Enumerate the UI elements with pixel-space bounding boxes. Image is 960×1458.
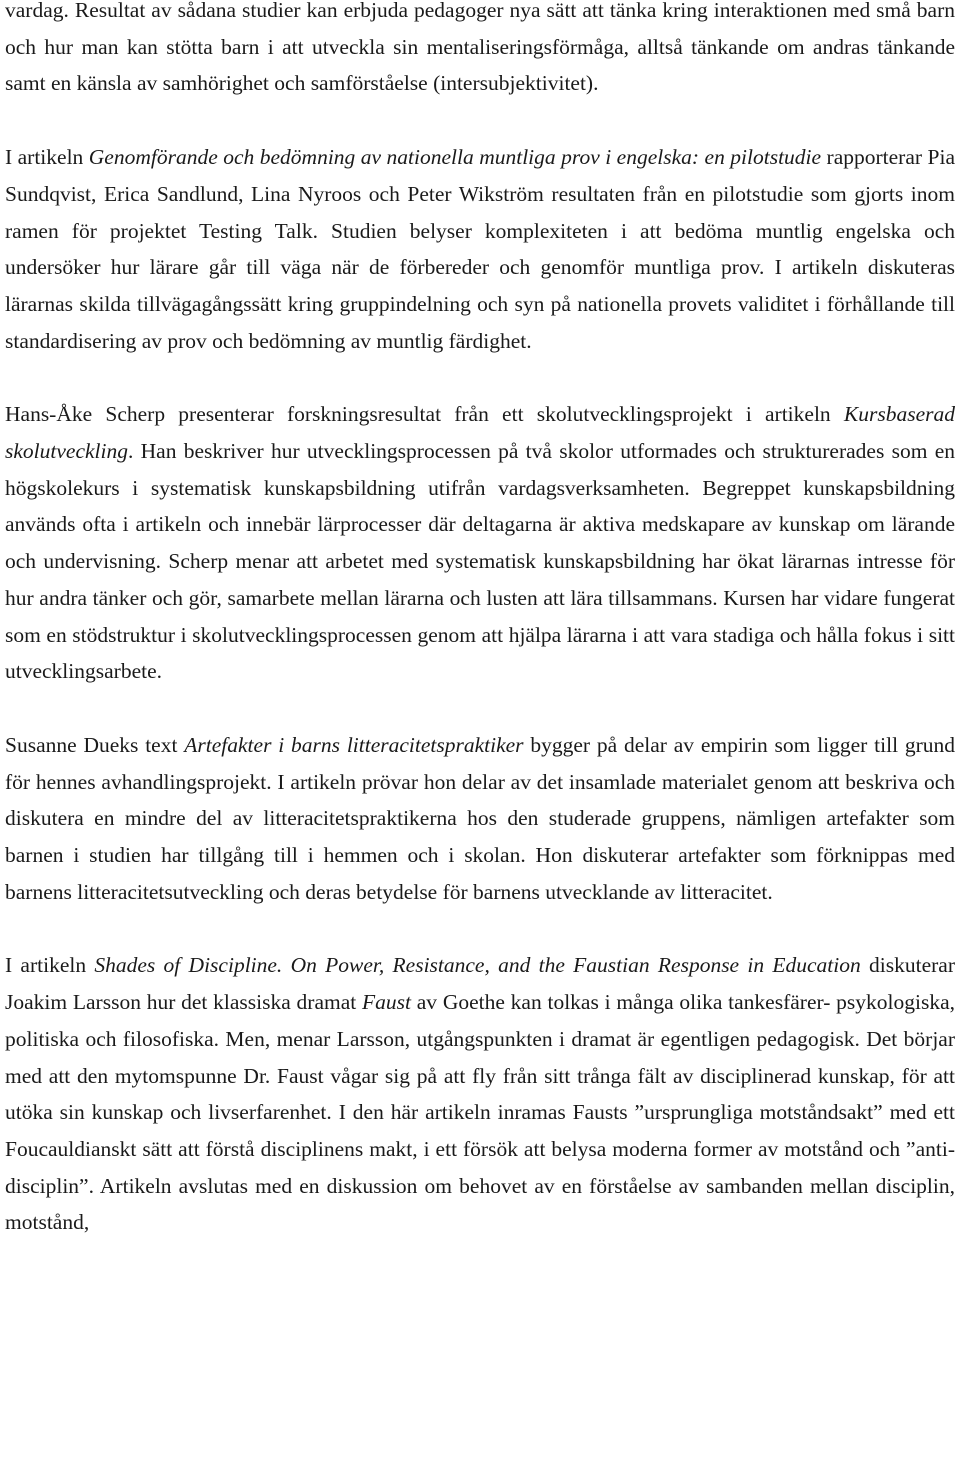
- paragraph-2-text-b: rapporterar Pia Sundqvist, Erica Sandlund, Lina Nyroos och Peter Wikström resultaten från en pilotstudie som gjorts inom ramen för projektet Testing Talk. Studien belyser komplexiteten i att bedöma muntlig engelska och undersöker hur lärare går till väga när de förbereder och genomför muntliga prov. I artikeln diskuteras lärarnas skilda tillvägagångssätt kring gruppindelning och syn på nationella provets validitet i förhållande till standardisering av prov och bedömning av muntlig färdighet.: [5, 145, 955, 353]
- work-title-faust: Faust: [362, 990, 411, 1015]
- article-title-shades-of-discipline: Shades of Discipline. On Power, Resistance, and the Faustian Response in Education: [94, 953, 861, 978]
- paragraph-5-text-c: av Goethe kan tolkas i många olika tankesfärer- psykologiska, politiska och filosofiska. Men, menar Larsson, utgångspunkten i dramat är egentligen pedagogisk. Det börjar med att den mytomspunne Dr. Faust vågar sig på att fly från sitt trånga fält av disciplinerad kunskap, för att utöka sin kunskap och livserfarenhet. I den här artikeln inramas Fausts ”ursprungliga motståndsakt” med ett Foucauldianskt sätt att förstå disciplinens makt, i ett försök att belysa moderna former av motstånd och ”anti-disciplin”. Artikeln avslutas med en diskussion om behovet av en förståelse av sambanden mellan disciplin, motstånd,: [5, 990, 955, 1235]
- paragraph-3-text-b: . Han beskriver hur utvecklingsprocessen på två skolor utformades och strukturerades som en högskolekurs i systematisk kunskapsbildning utifrån vardagsverksamheten. Begreppet kunskapsbildning används ofta i artikeln och innebär lärprocesser där deltagarna är aktiva medskapare av kunskap om lärande och undervisning. Scherp menar att arbetet med systematisk kunskapsbildning har ökat lärarnas intresse för hur andra tänker och gör, samarbete mellan lärarna och lusten att lära tillsammans. Kursen har vidare fungerat som en stödstruktur i skolutvecklingsprocessen genom att hjälpa lärarna i att vara stadiga och hålla fokus i sitt utvecklingsarbete.: [5, 439, 955, 684]
- paragraph-1-text: vardag. Resultat av sådana studier kan erbjuda pedagoger nya sätt att tänka kring interaktionen med små barn och hur man kan stötta barn i att utveckla sin mentaliseringsförmåga, alltså tänkande om andras tänkande samt en känsla av samhörighet och samförståelse (intersubjektivitet).: [5, 0, 955, 96]
- paragraph-5-text-b: diskuterar Joakim Larsson hur det klassiska dramat: [5, 953, 955, 1015]
- paragraph-4-text-a: Susanne Dueks text: [5, 732, 185, 757]
- paragraph-2: [5, 139, 955, 359]
- paragraph-4-text-b: bygger på delar av empirin som ligger till grund för hennes avhandlingsprojekt. I artikeln prövar hon delar av det insamlade materialet genom att beskriva och diskutera en mindre del av litteracitetspraktikerna hos den studerade gruppens, nämligen artefakter som barnen i studien har tillgång till i hemmen och i skolan. Hon diskuterar artefakter som förknippas med barnens litteracitetsutveckling och deras betydelse för barnens utvecklande av litteracitet.: [5, 732, 956, 904]
- paragraph-5: [5, 947, 955, 1241]
- paragraph-1: [5, 0, 955, 102]
- article-title-artefakter: Artefakter i barns litteracitetspraktiker: [184, 732, 524, 757]
- article-title-kursbaserad: Kursbaserad skolutveckling: [5, 402, 955, 464]
- document-page: [5, 0, 955, 1241]
- paragraph-3: [5, 396, 955, 690]
- paragraph-2-text-a: I artikeln: [5, 145, 89, 170]
- paragraph-4: [5, 727, 955, 911]
- paragraph-3-text-a: Hans-Åke Scherp presenterar forskningsresultat från ett skolutvecklingsprojekt i artikeln: [5, 402, 844, 427]
- article-title-testing-talk: Genomförande och bedömning av nationella muntliga prov i engelska: en pilotstudie: [88, 145, 822, 170]
- paragraph-5-text-a: I artikeln: [5, 953, 95, 978]
